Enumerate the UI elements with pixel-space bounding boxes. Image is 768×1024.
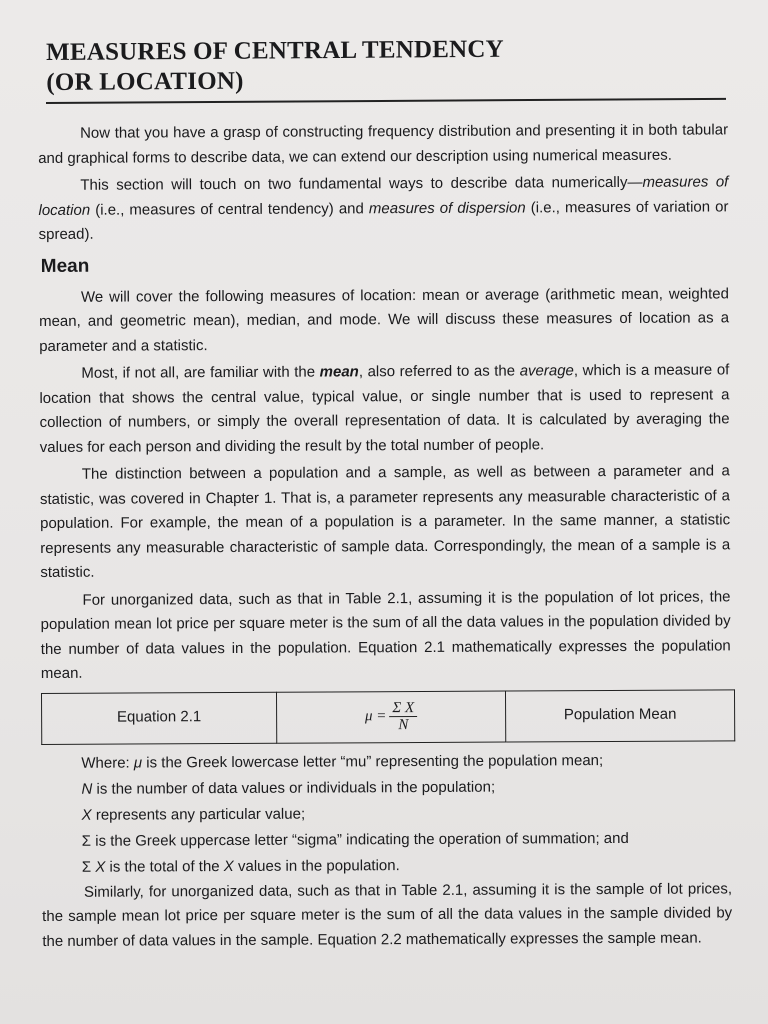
mean-paragraph-4: For unorganized data, such as that in Table 2.1, assuming it is the population of lot prices, the population mean lot price per square meter is the sum of all the data values in the population divided by the number of data values in the population. Equation 2.1 mathematically expresses the population mean. — [40, 587, 731, 682]
definition-x — [82, 799, 732, 828]
text-run-italic: average — [519, 362, 574, 380]
mean-paragraph-3: The distinction between a population and a sample, as well as between a parameter and a statistic, was covered in Chapter 1. That is, a parameter represents any measurable characteristic of a population. For example, the mean of a population is a parameter. In the same manner, a statistic represents any measurable characteristic of sample data. Correspondingly, the mean of a sample is a statistic. — [39, 462, 731, 581]
text-run: This section will touch on two fundamental ways to describe data numerically— — [80, 173, 643, 194]
text-run: values in the population. — [233, 856, 400, 875]
formula-lhs: μ = — [364, 708, 387, 725]
definition-sum-x — [82, 851, 732, 880]
text-run: is the total of the — [105, 857, 224, 876]
intro-paragraph-1: Now that you have a grasp of constructing frequency distribution and presenting it in both tabular and graphical forms to describe data, we can extend our description using numerical measures. — [38, 121, 729, 167]
definition-mu — [81, 747, 731, 776]
text-run: , which is a measure of location that shows the central value, typical value, or single number that is used to represent a collection of numbers, or simply the overall representation of data. It is calculated by averaging the values for each person and dividing the result by the total number of people. — [39, 361, 730, 456]
title-rule — [46, 98, 726, 104]
equation-label: Equation 2.1 — [41, 692, 276, 744]
equation-formula — [365, 700, 417, 733]
formula-numerator: Σ X — [389, 700, 417, 717]
text-run: Most, if not all, are familiar with the — [81, 363, 320, 382]
formula-fraction — [389, 700, 417, 733]
closing-section — [42, 877, 732, 954]
text-run: represents any particular value; — [91, 805, 306, 824]
text-run: is the number of data values or individuals in the population; — [92, 778, 496, 798]
text-run-italic: X — [95, 858, 106, 876]
text-run: Where: — [81, 754, 134, 772]
text-run: (i.e., measures of central tendency) and — [90, 199, 369, 219]
definition-sigma: Σ is the Greek uppercase letter “sigma” indicating the operation of summation; and — [81, 829, 629, 850]
text-run-italic: X — [81, 806, 92, 824]
text-run-italic: measures of location — [38, 173, 729, 219]
text-run: is the Greek lowercase letter “mu” representing the population mean; — [142, 751, 604, 771]
text-run: , also referred to as the — [358, 362, 520, 381]
section-heading-mean: Mean — [40, 255, 90, 277]
formula-denominator: N — [398, 717, 409, 734]
intro-paragraph-2 — [38, 170, 728, 247]
equation-row — [41, 689, 734, 744]
equation-table — [41, 689, 735, 745]
page-title — [46, 33, 728, 98]
text-run: (i.e., measures of variation or spread). — [38, 197, 729, 243]
title-line-1: MEASURES OF CENTRAL TENDENCY — [46, 35, 504, 66]
text-run-italic: μ — [133, 753, 143, 772]
equation-formula-cell — [276, 691, 505, 743]
closing-paragraph: Similarly, for unorganized data, such as that in Table 2.1, assuming it is the sample of lot prices, the sample mean lot price per square meter is the sum of all the data values in the sample divided by the number of data values in the sample. Equation 2.2 mathematically expresses the sample mean. — [42, 879, 733, 950]
definitions-list — [81, 747, 732, 880]
mean-paragraph-1: We will cover the following measures of location: mean or average (arithmetic mean, weighted mean, and geometric mean), median, and mode. We will discuss these measures of location as a parameter and a statistic. — [39, 284, 730, 355]
mean-paragraph-2 — [39, 358, 730, 460]
text-run-bold-italic: mean — [319, 363, 359, 381]
text-run: Σ — [81, 858, 96, 876]
title-line-2: (OR LOCATION) — [46, 67, 244, 96]
document-body — [38, 118, 732, 954]
equation-name: Population Mean — [505, 689, 734, 741]
definition-n — [81, 773, 731, 802]
text-run-italic: N — [81, 780, 93, 798]
text-run-italic: X — [223, 857, 234, 875]
text-run-italic: measures of dispersion — [368, 198, 526, 217]
